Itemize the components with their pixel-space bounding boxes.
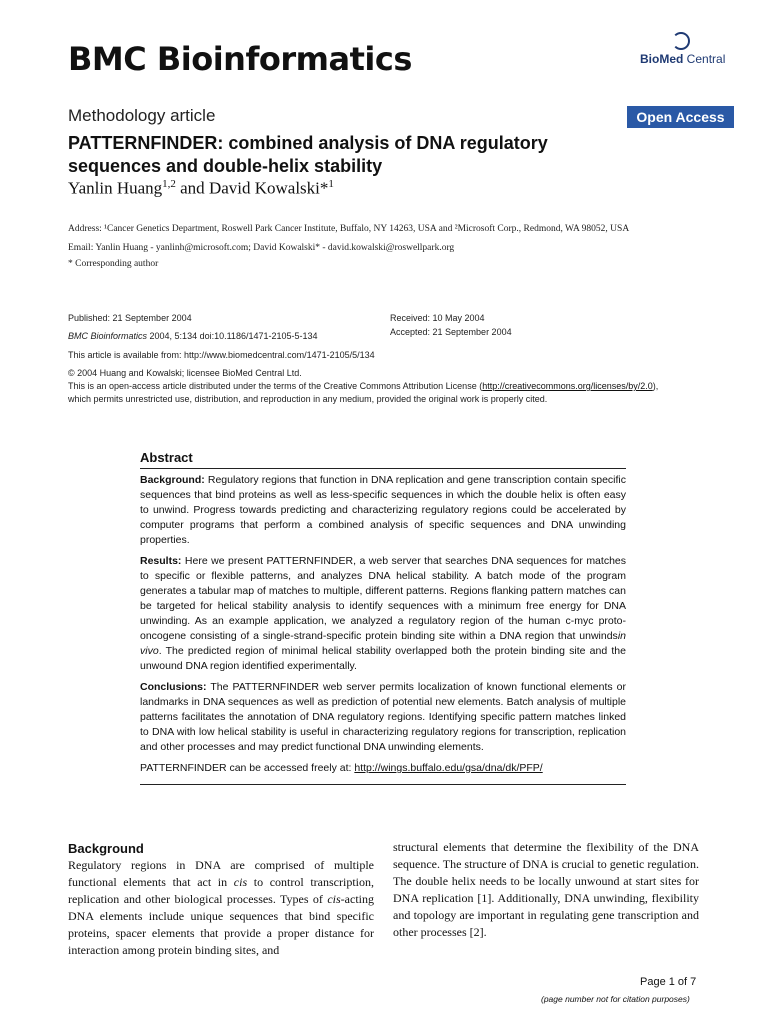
body-italic-cis: cis (233, 875, 248, 889)
abstract-access-text: PATTERNFINDER can be accessed freely at: (140, 762, 355, 774)
author-conjunction: and (175, 178, 209, 198)
abstract (140, 450, 626, 785)
body-right-column (393, 839, 699, 941)
logo-central-text: Central (683, 52, 726, 66)
page-number: Page 1 of 7 (640, 976, 697, 988)
author-1: Yanlin Huang (68, 178, 163, 198)
page-number-note: (page number not for citation purposes) (541, 994, 690, 1004)
paper-title (68, 132, 668, 178)
body-text: -acting DNA elements include unique sequences that bind specific proteins, spacer elements that provide a proper distance for interaction among protein binding sites, and (68, 892, 374, 957)
background-paragraph (68, 857, 374, 959)
body-text: to control transcription, replication and other biological processes. Types of (68, 875, 374, 906)
author-list (68, 178, 334, 199)
abstract-conclusions (140, 680, 626, 755)
paper-title-line2: sequences and double-helix stability (68, 156, 383, 176)
patternfinder-link[interactable]: http://wings.buffalo.edu/gsa/dna/dk/PFP/ (354, 762, 543, 774)
author-2-affiliation: 1 (328, 178, 334, 190)
license-text-2: ), (652, 381, 659, 391)
received-date: Received: 10 May 2004 (390, 313, 485, 323)
license-text-1: This is an open-access article distributed under the terms of the Creative Commons Attribution License ( (68, 381, 483, 391)
citation-details: 2004, 5:134 doi:10.1186/1471-2105-5-134 (147, 331, 318, 341)
article-type: Methodology article (68, 106, 216, 125)
open-access-badge: Open Access (627, 106, 734, 128)
abstract-conclusions-text: The PATTERNFINDER web server permits localization of known functional elements or landmarks in DNA sequences as well as prediction of potential new elements. Batch analysis of multiple patterns facilitates the annotation of DNA regulatory regions. Identifying specific pattern matches linked to DNA with low helical stability is useful in characterizing regulatory regions for transcription, replication and other processes and may predict functional DNA unwinding elements. (140, 681, 626, 753)
license-link[interactable]: http://creativecommons.org/licenses/by/2.0 (482, 381, 653, 391)
background-heading: Background (68, 841, 144, 856)
published-date: Published: 21 September 2004 (68, 313, 192, 323)
abstract-top-rule (140, 468, 626, 469)
abstract-background-text: Regulatory regions that function in DNA replication and gene transcription contain specific sequences that bind proteins as well as less-specific sequences in which the double helix is often easy to unwind. Progress towards predicting and characterizing regulatory regions could be accelerated by computer programs that perform a combined analysis of specific sequences and DNA unwinding properties. (140, 474, 626, 546)
biomed-logo-icon (672, 32, 690, 50)
paper-title-line1: PATTERNFINDER: combined analysis of DNA regulatory (68, 133, 548, 153)
address: Address: ¹Cancer Genetics Department, Roswell Park Cancer Institute, Buffalo, NY 14263, USA and ²Microsoft Corp., Redmond, WA 98052, USA (68, 224, 630, 234)
abstract-bottom-rule (140, 784, 626, 785)
abstract-results-italic: in vivo (140, 630, 626, 657)
copyright: © 2004 Huang and Kowalski; licensee BioMed Central Ltd. (68, 368, 302, 378)
license-terms: which permits unrestricted use, distribution, and reproduction in any medium, provided the original work is properly cited. (68, 394, 548, 404)
author-2: David Kowalski* (208, 178, 329, 198)
corresponding-author: * Corresponding author (68, 259, 159, 269)
citation (68, 331, 318, 341)
body-text: Regulatory regions in DNA are comprised of multiple functional elements that act in (68, 858, 374, 889)
background-paragraph-continued: structural elements that determine the flexibility of the DNA sequence. The structure of DNA is crucial to genetic regulation. The double helix needs to be locally unwound at start sites for DNA replication [1]. Additionally, DNA unwinding, flexibility and topology are important in regulating gene transcription and other processes [2]. (393, 840, 700, 939)
author-1-affiliation: 1,2 (162, 178, 176, 190)
license-statement (68, 381, 728, 391)
abstract-conclusions-label: Conclusions: (140, 681, 207, 693)
abstract-background (140, 473, 626, 548)
abstract-results-label: Results: (140, 555, 182, 567)
abstract-results-text-1: Here we present PATTERNFINDER, a web server that searches DNA sequences for matches to specific or flexible patterns, and analyzes DNA helical stability. A batch mode of the program generates a tabular map of matches to multiple, different patterns. Regions flanking pattern matches can be targeted for helical stability analysis to identify sequences with a minimum free energy for DNA unwinding. As an example application, we analyzed a regulatory region of the human c-myc proto-oncogene consisting of a single-strand-specific protein binding site within a DNA region that unwinds (140, 555, 626, 642)
journal-title: BMC Bioinformatics (68, 40, 412, 78)
biomed-central-logo (640, 28, 726, 68)
abstract-access (140, 761, 626, 776)
abstract-results-text-2: . The predicted region of minimal helical stability overlapped both the protein binding site and the unwound DNA region identified experimentally. (140, 645, 626, 672)
body-italic-cis: cis (327, 892, 341, 906)
article-url: This article is available from: http://www.biomedcentral.com/1471-2105/5/134 (68, 350, 375, 360)
abstract-background-label: Background: (140, 474, 205, 486)
abstract-results (140, 554, 626, 674)
abstract-heading: Abstract (140, 450, 193, 465)
citation-journal: BMC Bioinformatics (68, 331, 148, 341)
accepted-date: Accepted: 21 September 2004 (390, 327, 512, 337)
email: Email: Yanlin Huang - yanlinh@microsoft.com; David Kowalski* - david.kowalski@roswellpark.org (68, 243, 455, 253)
logo-biomed-text: BioMed (640, 52, 684, 66)
body-left-column (68, 840, 374, 959)
